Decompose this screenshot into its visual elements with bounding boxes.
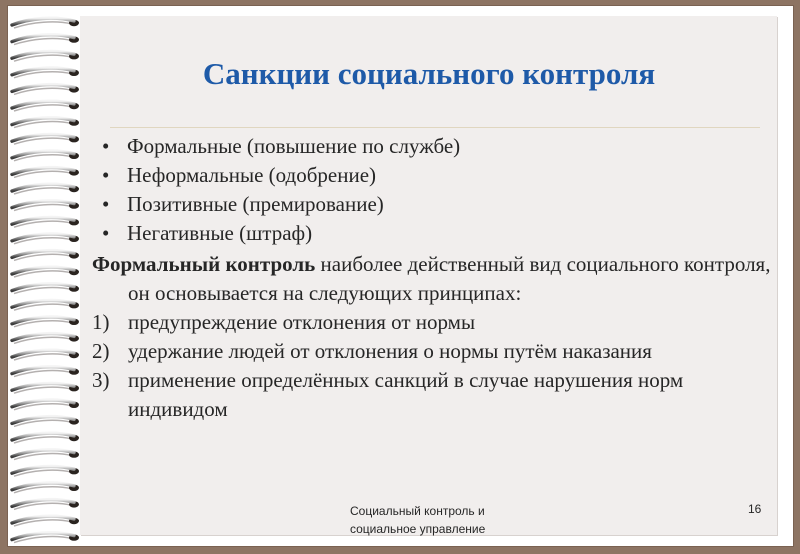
spiral-ring xyxy=(12,201,79,211)
spiral-ring xyxy=(12,483,79,493)
item-text: предупреждение отклонения от нормы xyxy=(128,310,476,334)
spiral-ring xyxy=(12,118,79,128)
spiral-ring xyxy=(12,417,79,427)
title-divider xyxy=(110,127,760,128)
spiral-ring xyxy=(12,466,79,476)
spiral-ring xyxy=(12,101,79,111)
spiral-ring xyxy=(12,217,79,227)
spiral-binding xyxy=(0,0,90,554)
bullet-text: Позитивные (премирование) xyxy=(127,192,384,216)
formal-control-paragraph xyxy=(92,250,772,308)
list-item xyxy=(92,366,772,424)
list-item xyxy=(92,308,772,337)
spiral-ring xyxy=(12,317,79,327)
list-item xyxy=(92,219,772,248)
slide-footer xyxy=(350,502,485,538)
paragraph-text: наиболее действенный вид социального контроля, он основывается на следующих принципах: xyxy=(128,252,771,305)
spiral-ring xyxy=(12,367,79,377)
spiral-ring xyxy=(12,134,79,144)
slide-body xyxy=(92,132,772,424)
spiral-ring xyxy=(12,251,79,261)
slide-title: Санкции социального контроля xyxy=(202,56,656,91)
spiral-ring xyxy=(12,184,79,194)
spiral-ring xyxy=(12,516,79,526)
spiral-ring xyxy=(12,85,79,95)
item-text: применение определённых санкций в случае нарушения норм индивидом xyxy=(128,368,684,421)
paragraph-lead: Формальный контроль xyxy=(92,252,316,276)
spiral-ring xyxy=(12,500,79,510)
item-number: 1) xyxy=(92,310,110,334)
spiral-ring xyxy=(12,400,79,410)
bullet-text: Формальные (повышение по службе) xyxy=(127,134,461,158)
spiral-ring xyxy=(12,433,79,443)
spiral-ring xyxy=(12,334,79,344)
bullet-text: Негативные (штраф) xyxy=(127,221,313,245)
footer-line: Социальный контроль и xyxy=(350,504,485,518)
bullet-text: Неформальные (одобрение) xyxy=(127,163,377,187)
spiral-ring xyxy=(12,168,79,178)
spiral-ring xyxy=(12,450,79,460)
item-number: 2) xyxy=(92,339,110,363)
bullet-icon: • xyxy=(102,221,110,245)
item-text: удержание людей от отклонения о нормы путём наказания xyxy=(128,339,652,363)
spiral-ring xyxy=(12,284,79,294)
spiral-ring xyxy=(12,533,79,543)
list-item xyxy=(92,161,772,190)
list-item xyxy=(92,132,772,161)
list-item xyxy=(92,190,772,219)
bullet-icon: • xyxy=(102,192,110,216)
spiral-ring xyxy=(12,35,79,45)
footer-line: социальное управление xyxy=(350,522,486,536)
spiral-ring xyxy=(12,267,79,277)
spiral-ring xyxy=(12,51,79,61)
spiral-ring xyxy=(12,18,79,28)
principles-list xyxy=(92,308,772,424)
bullet-icon: • xyxy=(102,134,110,158)
page-number: 16 xyxy=(748,502,762,516)
spiral-ring xyxy=(12,234,79,244)
spiral-ring xyxy=(12,68,79,78)
item-number: 3) xyxy=(92,368,110,392)
spiral-ring xyxy=(12,151,79,161)
spiral-ring xyxy=(12,383,79,393)
list-item xyxy=(92,337,772,366)
bullet-icon: • xyxy=(102,163,110,187)
spiral-ring xyxy=(12,350,79,360)
spiral-ring xyxy=(12,300,79,310)
sanctions-list xyxy=(92,132,772,248)
